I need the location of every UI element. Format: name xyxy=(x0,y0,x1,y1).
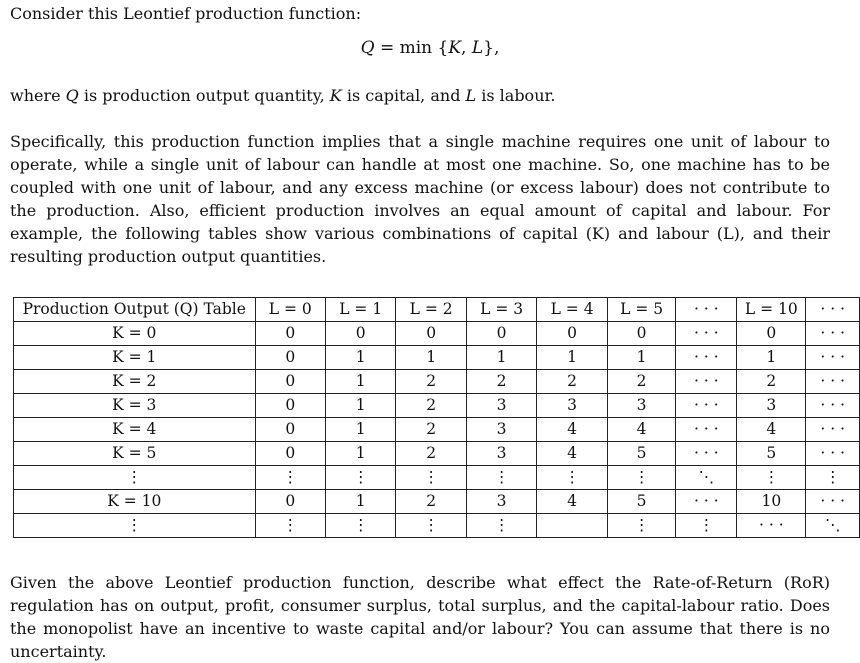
column-header: L = 5 xyxy=(607,298,676,322)
column-header: · · · xyxy=(676,298,737,322)
table-cell: ⋮ xyxy=(466,466,536,490)
table-cell: ⋱ xyxy=(806,514,860,538)
table-row xyxy=(14,394,860,418)
table-cell: 0 xyxy=(255,322,325,346)
table-cell: 1 xyxy=(325,442,395,466)
row-header: ⋮ xyxy=(14,514,256,538)
table-cell: · · · xyxy=(806,442,860,466)
table-cell: 5 xyxy=(737,442,806,466)
column-header: · · · xyxy=(806,298,860,322)
table-cell: 3 xyxy=(607,394,676,418)
table-cell: 1 xyxy=(325,370,395,394)
table-cell: 1 xyxy=(325,346,395,370)
column-header: L = 10 xyxy=(737,298,806,322)
table-cell: 3 xyxy=(466,442,536,466)
table-cell: 0 xyxy=(255,370,325,394)
table-cell: 1 xyxy=(325,418,395,442)
table-cell: 0 xyxy=(255,346,325,370)
row-header: K = 4 xyxy=(14,418,256,442)
table-cell: · · · xyxy=(806,394,860,418)
table-cell: 2 xyxy=(396,418,466,442)
table-cell: ⋮ xyxy=(396,514,466,538)
table-cell: 0 xyxy=(325,322,395,346)
table-corner-header: Production Output (Q) Table xyxy=(14,298,256,322)
table-cell: ⋮ xyxy=(806,466,860,490)
table-cell: 2 xyxy=(607,370,676,394)
column-header: L = 4 xyxy=(537,298,607,322)
table-cell: 3 xyxy=(466,490,536,514)
column-header: L = 3 xyxy=(466,298,536,322)
table-cell: ⋮ xyxy=(537,466,607,490)
table-header-row xyxy=(14,298,860,322)
table-cell: 0 xyxy=(466,322,536,346)
table-cell: · · · xyxy=(676,442,737,466)
row-header: K = 2 xyxy=(14,370,256,394)
table-cell: 0 xyxy=(737,322,806,346)
table-cell: 0 xyxy=(607,322,676,346)
table-cell: 1 xyxy=(737,346,806,370)
table-cell: 2 xyxy=(466,370,536,394)
column-header: L = 1 xyxy=(325,298,395,322)
table-cell: · · · xyxy=(737,514,806,538)
table-cell: ⋮ xyxy=(396,466,466,490)
table-cell: 3 xyxy=(466,394,536,418)
intro-text: Consider this Leontief production function: xyxy=(10,4,362,23)
table-cell: · · · xyxy=(806,322,860,346)
table-row xyxy=(14,370,860,394)
table-cell: 2 xyxy=(396,490,466,514)
table-cell: 4 xyxy=(537,490,607,514)
table-cell: 1 xyxy=(396,346,466,370)
table-cell: 0 xyxy=(255,490,325,514)
equation: Q = min {K, L}, xyxy=(360,38,500,58)
table-cell: ⋮ xyxy=(325,514,395,538)
table-cell: · · · xyxy=(676,370,737,394)
table-cell: ⋮ xyxy=(737,466,806,490)
table-cell: 4 xyxy=(737,418,806,442)
table-cell: · · · xyxy=(676,346,737,370)
table-cell: 4 xyxy=(537,442,607,466)
row-header: K = 3 xyxy=(14,394,256,418)
row-header: K = 5 xyxy=(14,442,256,466)
table-cell: · · · xyxy=(806,370,860,394)
table-cell: 3 xyxy=(466,418,536,442)
table-cell: ⋮ xyxy=(607,466,676,490)
table-cell: · · · xyxy=(676,322,737,346)
row-header: K = 10 xyxy=(14,490,256,514)
table-cell: 2 xyxy=(396,370,466,394)
table-cell: 2 xyxy=(537,370,607,394)
table-cell: 1 xyxy=(607,346,676,370)
table-row xyxy=(14,418,860,442)
table-cell: 1 xyxy=(466,346,536,370)
table-cell: · · · xyxy=(806,490,860,514)
production-output-table xyxy=(13,297,860,538)
table-cell xyxy=(537,514,607,538)
table-cell: 3 xyxy=(737,394,806,418)
table-cell: 2 xyxy=(396,442,466,466)
explanation-paragraph: Specifically, this production function implies that a single machine requires one unit of labour to operate, while a single unit of labour can handle at most one machine. So, one machine has to be coupled with one unit of labour, and any excess machine (or excess labour) does not contribute to the production. Also, efficient production involves an equal amount of capital and labour. For example, the following tables show various combinations of capital (K) and labour (L), and their resulting production output quantities. xyxy=(10,132,830,266)
table-cell: 0 xyxy=(396,322,466,346)
table-cell: 1 xyxy=(325,490,395,514)
table-cell: 2 xyxy=(396,394,466,418)
table-cell: · · · xyxy=(806,418,860,442)
column-header: L = 0 xyxy=(255,298,325,322)
row-header: ⋮ xyxy=(14,466,256,490)
question-paragraph: Given the above Leontief production function, describe what effect the Rate-of-Return (RoR) regulation has on output, profit, consumer surplus, total surplus, and the capital-labour ratio. Does the monopolist have an incentive to waste capital and/or labour? You can assume that there is no uncertainty. xyxy=(10,573,830,661)
table-cell: 1 xyxy=(325,394,395,418)
table-cell: ⋮ xyxy=(325,466,395,490)
table-cell: · · · xyxy=(676,394,737,418)
table-cell: 1 xyxy=(537,346,607,370)
table-cell: 4 xyxy=(537,418,607,442)
table-row xyxy=(14,466,860,490)
table-cell: · · · xyxy=(676,490,737,514)
table-cell: 0 xyxy=(537,322,607,346)
table-row xyxy=(14,322,860,346)
table-cell: ⋱ xyxy=(676,466,737,490)
row-header: K = 0 xyxy=(14,322,256,346)
table-cell: ⋮ xyxy=(676,514,737,538)
table-row xyxy=(14,490,860,514)
table-cell: ⋮ xyxy=(607,514,676,538)
table-row xyxy=(14,346,860,370)
table-row xyxy=(14,442,860,466)
table-cell: ⋮ xyxy=(255,466,325,490)
table-cell: ⋮ xyxy=(255,514,325,538)
table-cell: 2 xyxy=(737,370,806,394)
column-header: L = 2 xyxy=(396,298,466,322)
table-cell: · · · xyxy=(676,418,737,442)
table-cell: 3 xyxy=(537,394,607,418)
table-cell: · · · xyxy=(806,346,860,370)
table-cell: 4 xyxy=(607,418,676,442)
table-cell: 10 xyxy=(737,490,806,514)
table-cell: 0 xyxy=(255,418,325,442)
table-cell: 5 xyxy=(607,442,676,466)
table-cell: ⋮ xyxy=(466,514,536,538)
row-header: K = 1 xyxy=(14,346,256,370)
table-cell: 0 xyxy=(255,442,325,466)
table-cell: 0 xyxy=(255,394,325,418)
table-row xyxy=(14,514,860,538)
where-text: where Q is production output quantity, K is capital, and L is labour. xyxy=(10,86,556,105)
table-cell: 5 xyxy=(607,490,676,514)
